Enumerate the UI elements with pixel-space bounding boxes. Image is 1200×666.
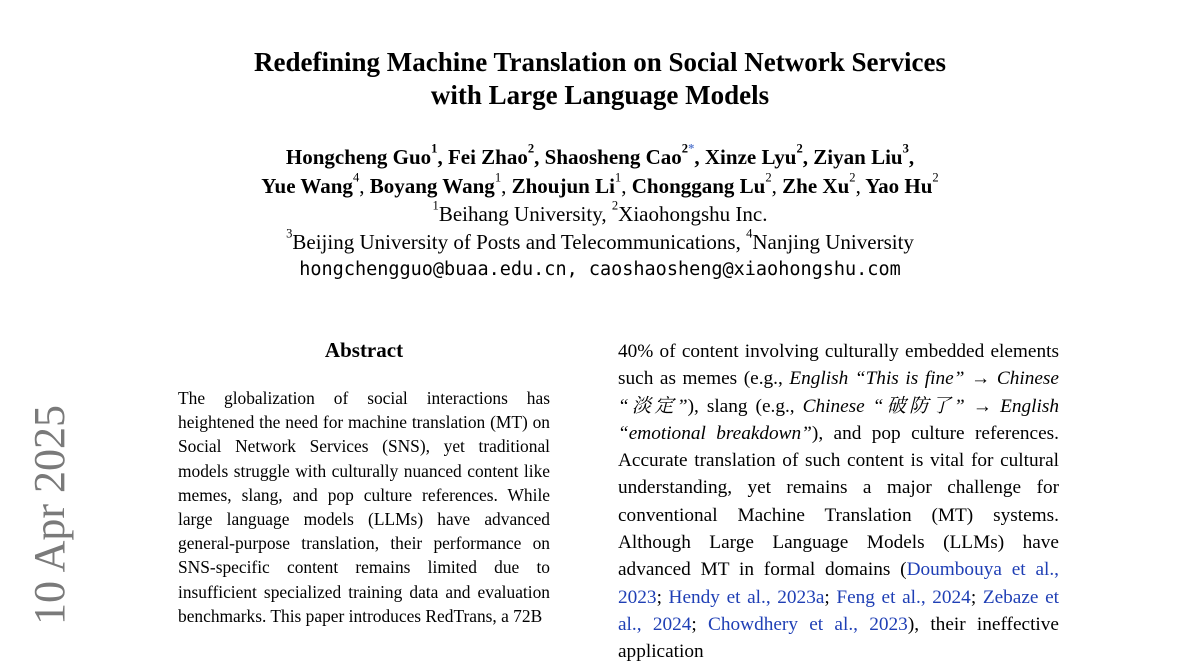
abstract-text: The globalization of social interactions has heightened the need for machine translation (MT) on Social Network Services (SNS), yet traditional models struggle with culturally nuanced content like memes, slang, and pop culture references. While large language models (LLMs) have advanced general-purpose translation, their performance on SNS-specific content remains limited due to insufficient specialized training data and evaluation benchmarks. This paper introduces RedTrans, a 72B [178,388,550,626]
author-affiliation-mark: 2 [932,170,939,185]
affiliation-name: Nanjing University [752,230,914,254]
citation-link[interactable]: Chowdhery et al., 2023 [708,613,908,635]
affiliation-name: Xiaohongshu Inc. [618,202,768,226]
corresponding-author-mark[interactable]: * [688,141,695,156]
author-affiliation-mark: 2 [796,141,803,156]
author-name: Boyang Wang [369,174,495,198]
author-affiliation-mark: 1 [614,170,622,185]
author-name: Hongcheng Guo [285,145,432,169]
title-line-2: with Large Language Models [430,80,770,110]
author-affiliation-mark: 2 [765,170,772,185]
citation-link[interactable]: Feng et al., 2024 [836,586,971,608]
meme-example: English “This is fine” → Chinese “淡定” [618,368,1059,417]
affiliation-line-2: $^3$Beijing University of Posts and Telecommunications, $^4$Nanjing University [286,226,914,254]
slang-example: Chinese “破防了” → English “emotional breakdown” [618,395,1059,444]
abstract-heading: Abstract [324,338,404,362]
affiliation-line-1: $^1$Beihang University, $^2$Xiaohongshu Inc. [432,198,768,226]
author-name: Zhoujun Li [511,174,615,198]
arxiv-date-stamp: 10 Apr 2025 [25,405,74,625]
author-emails[interactable]: hongchengguo@buaa.edu.cn, caoshaosheng@xiaohongshu.com [299,259,901,280]
introduction-text: 40% of content involving culturally embedded elements such as memes (e.g., English “This is fine” → Chinese “淡定”), slang (e.g., Chinese “破防了” → English “emotional breakdown”), and pop culture references. Accurate translation of such content is vital for cultural understanding, yet remains a major challenge for conventional Machine Translation (MT) systems. Although Large Language Models (LLMs) have advanced MT in formal domains (Doumbouya et al., 2023; Hendy et al., 2023a; Feng et al., 2024; Zebaze et al., 2024; Chowdhery et al., 2023), their ineffective application [618,341,1059,663]
author-affiliation-mark: 2* [681,141,695,156]
affiliation-name: Beijing University of Posts and Telecommunications [292,230,736,254]
author-affiliation-mark: 1 [431,141,438,156]
author-name: Shaosheng Cao [544,145,682,169]
author-name: Chonggang Lu [631,174,766,198]
author-line-1: Hongcheng Guo$^1$, Fei Zhao$^2$, Shaosheng Cao$^{2*}$, Xinze Lyu$^2$, Ziyan Liu$^3$, [285,141,915,169]
author-affiliation-mark: 2 [527,141,535,156]
affiliation-name: Beihang University [438,202,602,226]
author-name: Xinze Lyu [704,145,797,169]
author-list [160,143,1040,201]
paper-title [160,46,1040,112]
title-line-1: Redefining Machine Translation on Social Network Services [254,47,946,77]
author-name: Yue Wang [261,174,353,198]
author-affiliation-mark: 4 [352,170,360,185]
citation-link[interactable]: Zebaze et al., 2024 [618,586,1059,635]
author-affiliation-mark: 1 [494,170,502,185]
citation-link[interactable]: Doumbouya et al., 2023 [618,559,1059,608]
author-line-2: Yue Wang$^4$, Boyang Wang$^1$, Zhoujun Li$^1$, Chonggang Lu$^2$, Zhe Xu$^2$, Yao Hu$^2$ [261,170,939,198]
author-name: Zhe Xu [782,174,850,198]
citation-link[interactable]: Hendy et al., 2023a [668,586,825,608]
author-name: Yao Hu [865,174,933,198]
author-affiliation-mark: 3 [902,141,909,156]
author-affiliation-mark: 2 [849,170,856,185]
author-name: Fei Zhao [447,145,528,169]
author-name: Ziyan Liu [813,145,903,169]
